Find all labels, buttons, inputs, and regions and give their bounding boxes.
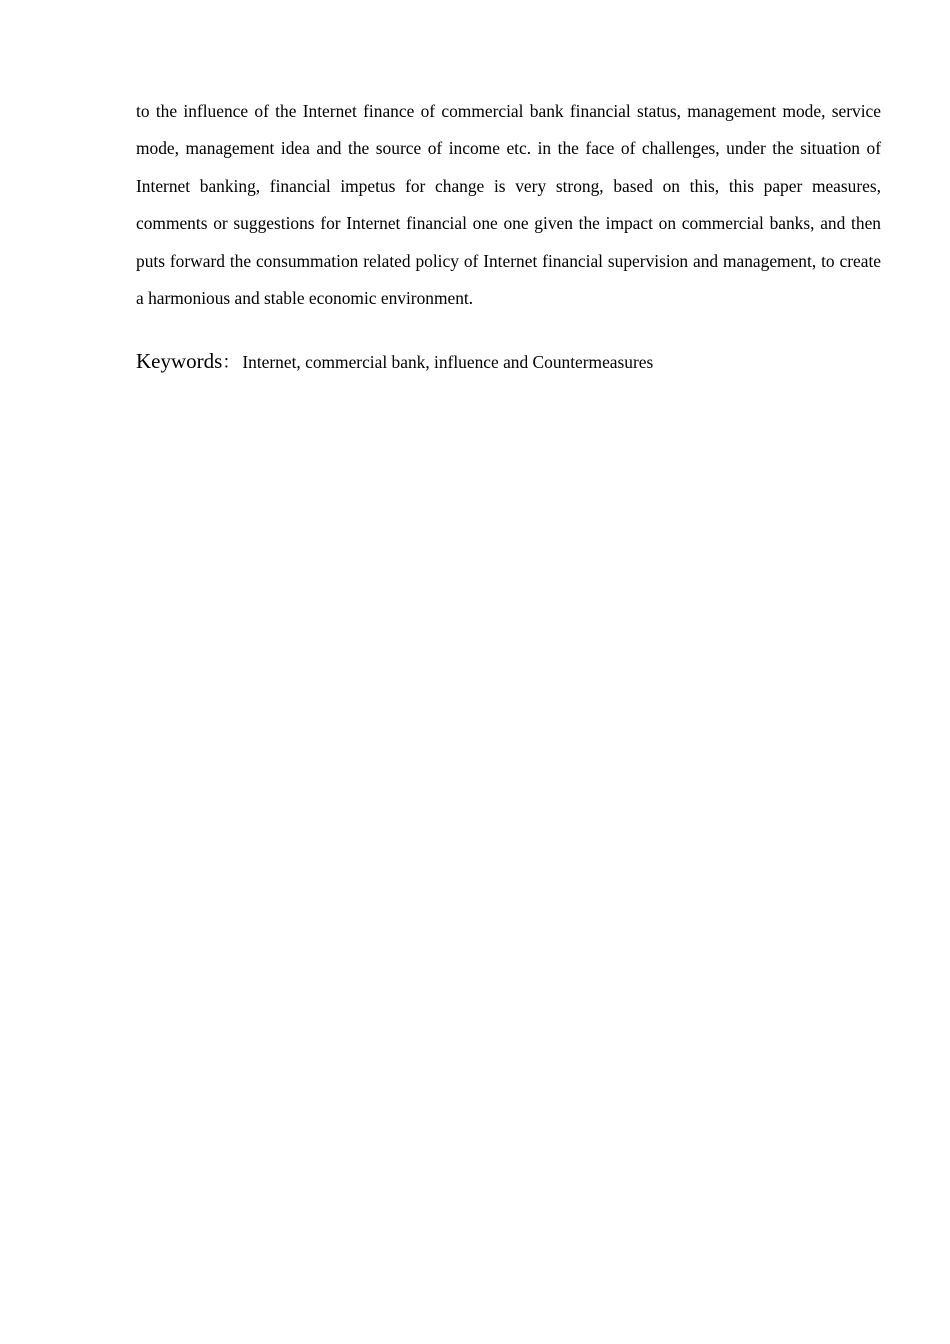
keywords-label: Keywords xyxy=(136,349,223,374)
keywords-line xyxy=(136,346,881,379)
keywords-value: Internet, commercial bank, influence and Countermeasures xyxy=(242,352,654,373)
abstract-paragraph: to the influence of the Internet finance of commercial bank financial status, management mode, service mode, management idea and the source of income etc. in the face of challenges, under the situation of Internet banking, financial impetus for change is very strong, based on this, this paper measures, comments or suggestions for Internet financial one one given the impact on commercial banks, and then puts forward the consummation related policy of Internet financial supervision and management, to create a harmonious and stable economic environment. xyxy=(136,101,881,309)
page-content xyxy=(136,93,881,379)
keywords-separator: ： xyxy=(222,352,240,373)
